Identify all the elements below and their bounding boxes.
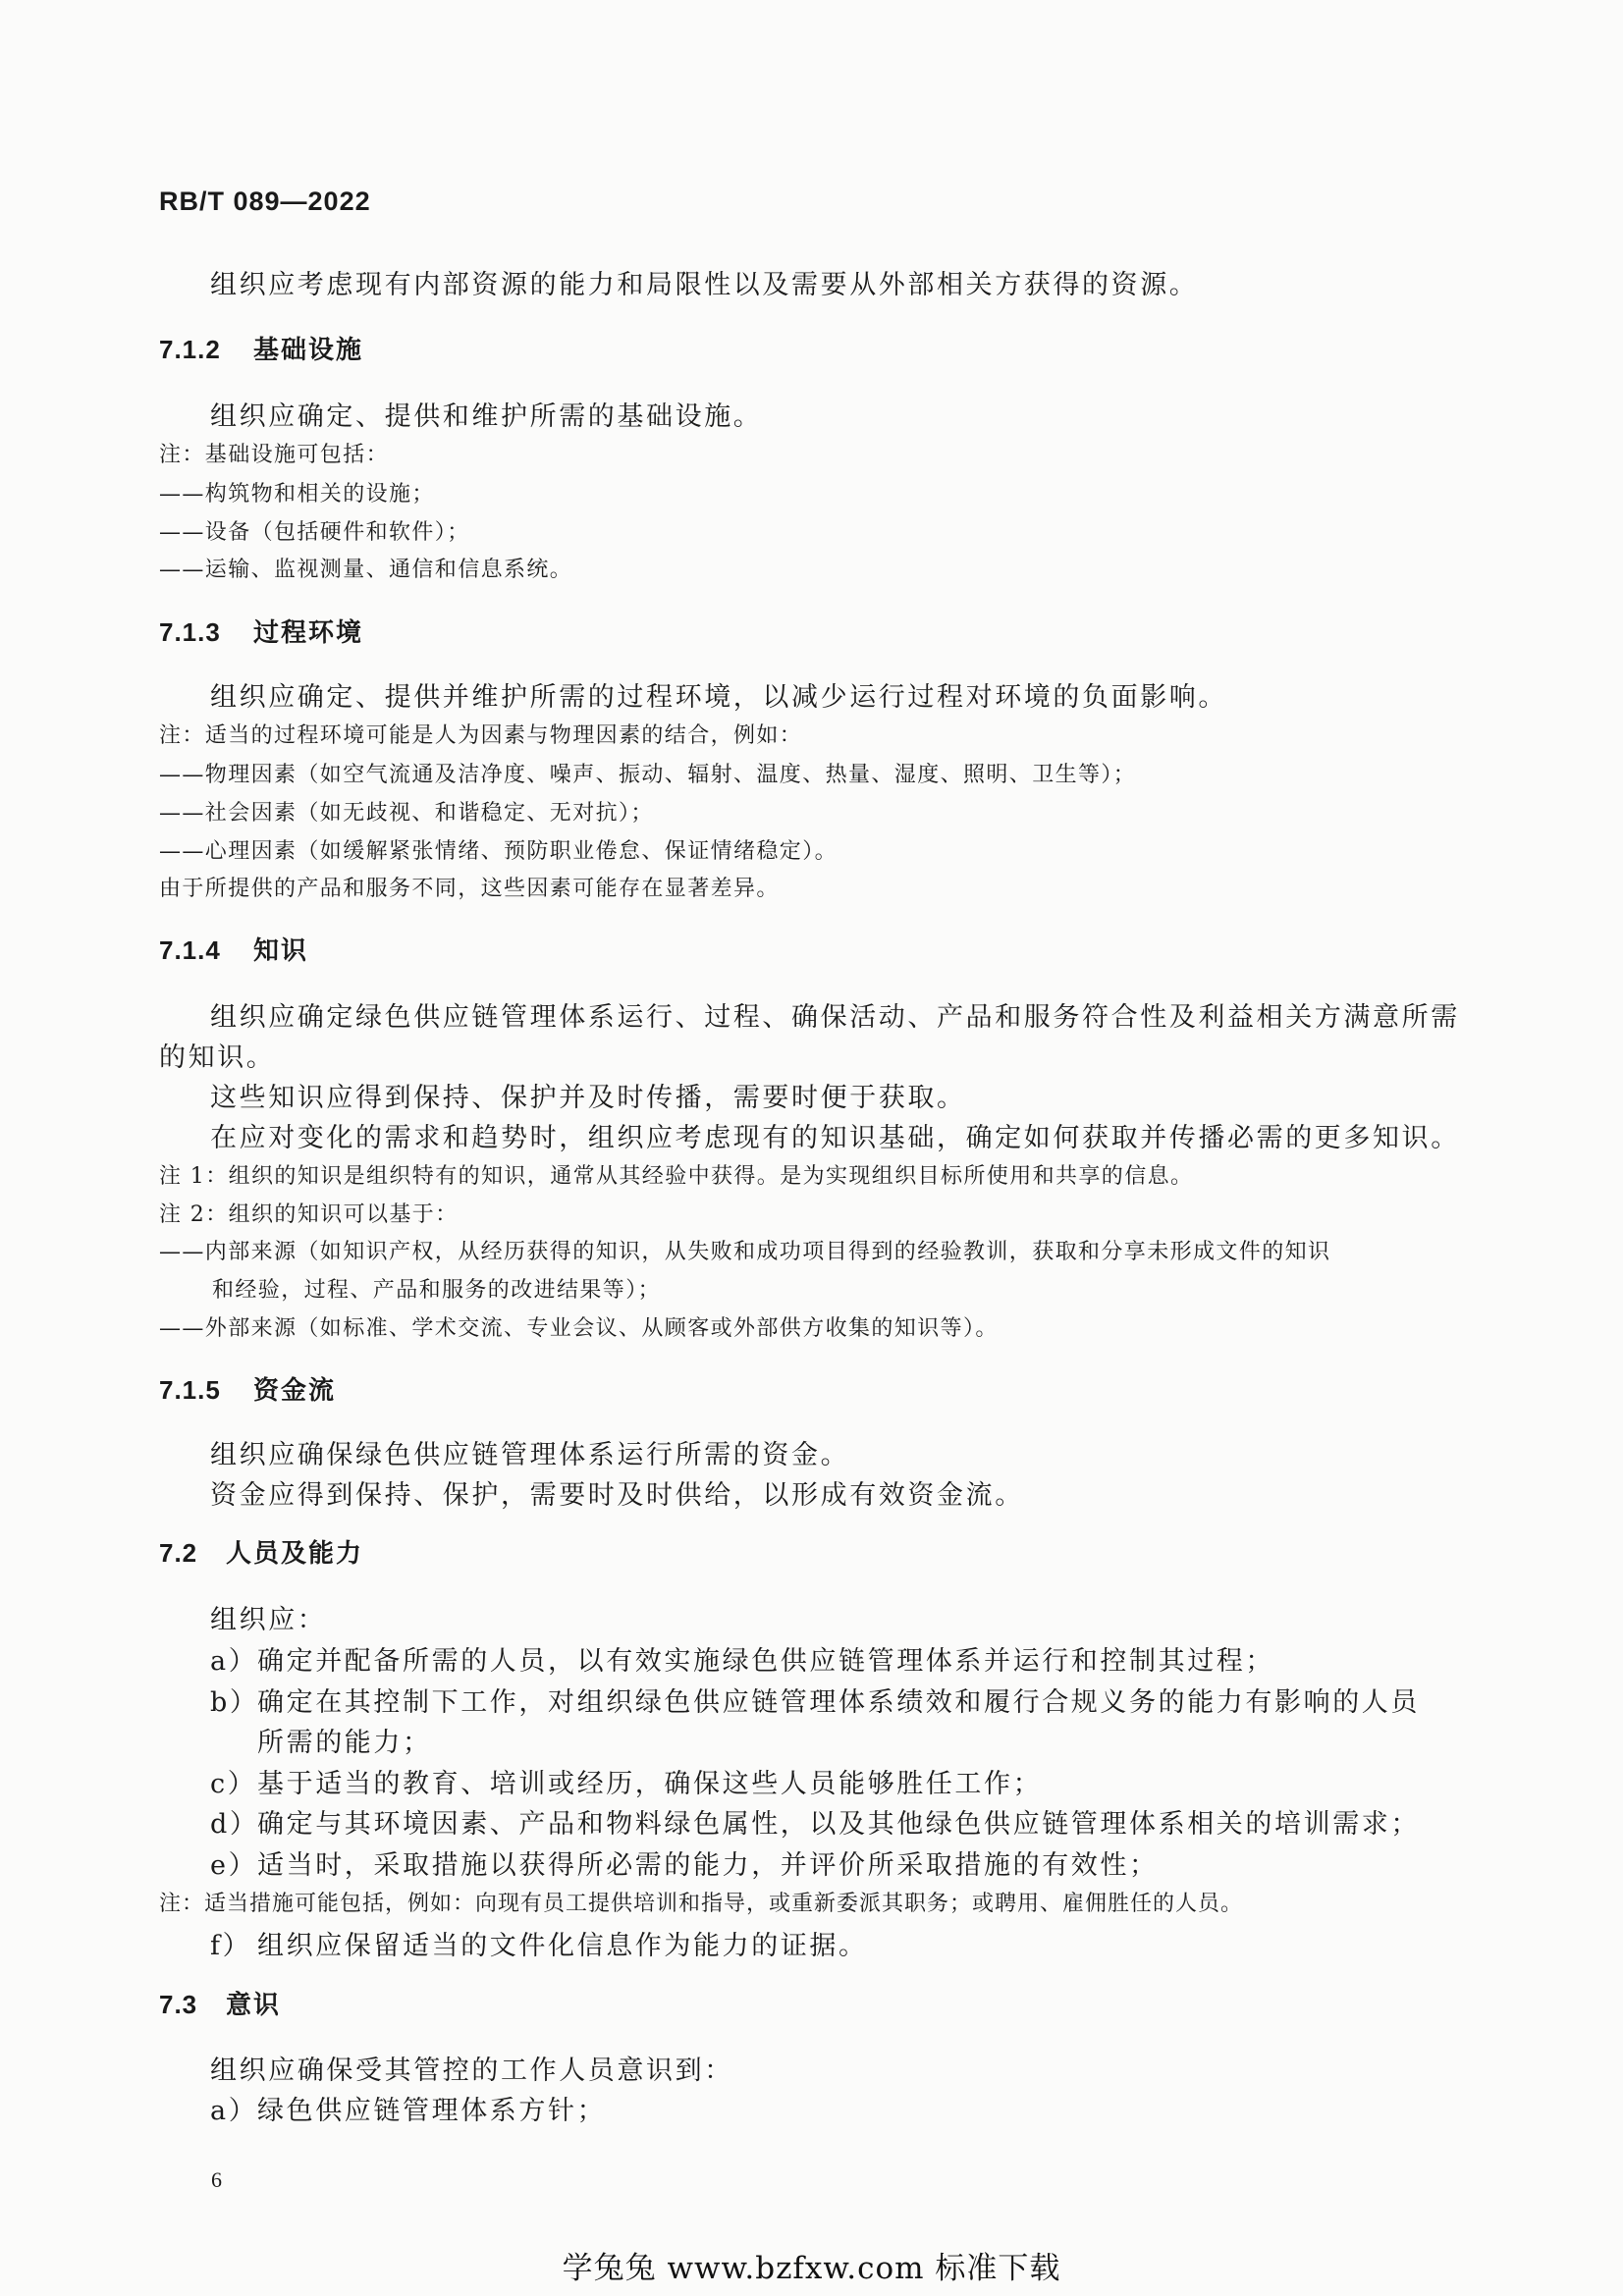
list-text: 基于适当的教育、培训或经历，确保这些人员能够胜任工作； bbox=[257, 1769, 1043, 1799]
section-number: 7.1.5 bbox=[159, 1375, 221, 1405]
list-item-c bbox=[210, 1762, 1042, 1800]
list-item: ——外部来源（如标准、学术交流、专业会议、从顾客或外部供方收集的知识等）。 bbox=[159, 1316, 999, 1341]
list-marker: c） bbox=[210, 1769, 257, 1799]
list-marker: a） bbox=[210, 1646, 258, 1677]
section-title: 意识 bbox=[226, 1991, 282, 2020]
list-item-a bbox=[210, 1639, 1274, 1678]
list-item: ——物理因素（如空气流通及洁净度、噪声、振动、辐射、温度、热量、湿度、照明、卫生等）； bbox=[159, 763, 1137, 787]
list-item: ——构筑物和相关的设施； bbox=[159, 482, 435, 507]
note-1: 注 1：组织的知识是组织特有的知识，通常从其经验中获得。是为实现组织目标所使用和共享的信息。 bbox=[159, 1164, 1194, 1189]
paragraph: 组织应确定绿色供应链管理体系运行、过程、确保活动、产品和服务符合性及利益相关方满意所需 bbox=[210, 1002, 1460, 1033]
list-item: ——内部来源（如知识产权，从经历获得的知识，从失败和成功项目得到的经验教训，获取和分享未形成文件的知识 bbox=[159, 1240, 1331, 1264]
paragraph: 组织应确保绿色供应链管理体系运行所需的资金。 bbox=[210, 1440, 850, 1470]
section-number: 7.3 bbox=[159, 1990, 198, 2019]
list-item-continuation: 和经验，过程、产品和服务的改进结果等）； bbox=[212, 1278, 662, 1303]
paragraph: 资金应得到保持、保护，需要时及时供给，以形成有效资金流。 bbox=[210, 1480, 1024, 1511]
section-title: 过程环境 bbox=[253, 618, 364, 648]
list-item: ——心理因素（如缓解紧张情绪、预防职业倦怠、保证情绪稳定）。 bbox=[159, 839, 839, 864]
list-text: 确定并配备所需的人员，以有效实施绿色供应链管理体系并运行和控制其过程； bbox=[257, 1646, 1274, 1677]
list-text: 组织应保留适当的文件化信息作为能力的证据。 bbox=[257, 1931, 868, 1961]
standard-code: RB/T 089—2022 bbox=[159, 187, 371, 216]
list-marker: a） bbox=[210, 2096, 258, 2126]
paragraph-intro: 组织应考虑现有内部资源的能力和局限性以及需要从外部相关方获得的资源。 bbox=[210, 270, 1199, 300]
list-text: 确定在其控制下工作，对组织绿色供应链管理体系绩效和履行合规义务的能力有影响的人员 bbox=[257, 1687, 1420, 1718]
section-title: 人员及能力 bbox=[226, 1539, 364, 1569]
section-title: 资金流 bbox=[253, 1376, 337, 1406]
list-text: 确定与其环境因素、产品和物料绿色属性，以及其他绿色供应链管理体系相关的培训需求； bbox=[257, 1809, 1420, 1840]
paragraph: 组织应确定、提供并维护所需的过程环境，以减少运行过程对环境的负面影响。 bbox=[210, 682, 1227, 713]
section-number: 7.1.4 bbox=[159, 935, 221, 965]
section-number: 7.1.2 bbox=[159, 335, 221, 364]
list-marker: f） bbox=[210, 1931, 252, 1961]
list-marker: d） bbox=[210, 1809, 259, 1840]
footer-watermark: 学兔兔 www.bzfxw.com 标准下载 bbox=[562, 2251, 1061, 2286]
paragraph-continuation: 的知识。 bbox=[159, 1042, 276, 1073]
section-number: 7.1.3 bbox=[159, 617, 221, 647]
list-item: ——设备（包括硬件和软件）； bbox=[159, 520, 470, 545]
list-item: ——运输、监视测量、通信和信息系统。 bbox=[159, 558, 573, 582]
note: 注：适当的过程环境可能是人为因素与物理因素的结合，例如： bbox=[159, 723, 803, 748]
list-text: 绿色供应链管理体系方针； bbox=[257, 2096, 607, 2126]
page-number: 6 bbox=[211, 2167, 222, 2192]
section-title: 基础设施 bbox=[253, 336, 364, 365]
list-marker: b） bbox=[210, 1687, 259, 1718]
note-2: 注 2：组织的知识可以基于： bbox=[159, 1202, 459, 1227]
section-heading-7-1-4 bbox=[159, 931, 308, 967]
list-marker: e） bbox=[210, 1850, 258, 1881]
section-heading-7-1-5 bbox=[159, 1370, 336, 1407]
paragraph: 这些知识应得到保持、保护并及时传播，需要时便于获取。 bbox=[210, 1083, 966, 1113]
list-item-b bbox=[210, 1681, 1420, 1719]
paragraph: 组织应： bbox=[210, 1605, 327, 1635]
paragraph: 组织应确保受其管控的工作人员意识到： bbox=[210, 2056, 733, 2086]
section-heading-7-3 bbox=[159, 1985, 281, 2021]
paragraph: 在应对变化的需求和趋势时，组织应考虑现有的知识基础，确定如何获取并传播必需的更多知识。 bbox=[210, 1123, 1460, 1153]
list-item-continuation: 所需的能力； bbox=[257, 1728, 432, 1758]
list-item-e bbox=[210, 1843, 1159, 1882]
section-heading-7-2 bbox=[159, 1533, 363, 1570]
list-item: ——社会因素（如无歧视、和谐稳定、无对抗）； bbox=[159, 801, 654, 826]
list-item-f bbox=[210, 1924, 868, 1962]
list-item-d bbox=[210, 1802, 1420, 1841]
note: 注：适当措施可能包括，例如：向现有员工提供培训和指导，或重新委派其职务；或聘用、雇佣胜任的人员。 bbox=[159, 1892, 1244, 1916]
note: 注：基础设施可包括： bbox=[159, 443, 390, 467]
list-text: 适当时，采取措施以获得所必需的能力，并评价所采取措施的有效性； bbox=[257, 1850, 1159, 1881]
note-tail: 由于所提供的产品和服务不同，这些因素可能存在显著差异。 bbox=[159, 877, 780, 901]
section-heading-7-1-3 bbox=[159, 613, 363, 649]
section-title: 知识 bbox=[253, 936, 309, 966]
section-number: 7.2 bbox=[159, 1538, 198, 1568]
section-heading-7-1-2 bbox=[159, 330, 363, 366]
list-item-a bbox=[210, 2089, 606, 2127]
paragraph: 组织应确定、提供和维护所需的基础设施。 bbox=[210, 401, 763, 432]
